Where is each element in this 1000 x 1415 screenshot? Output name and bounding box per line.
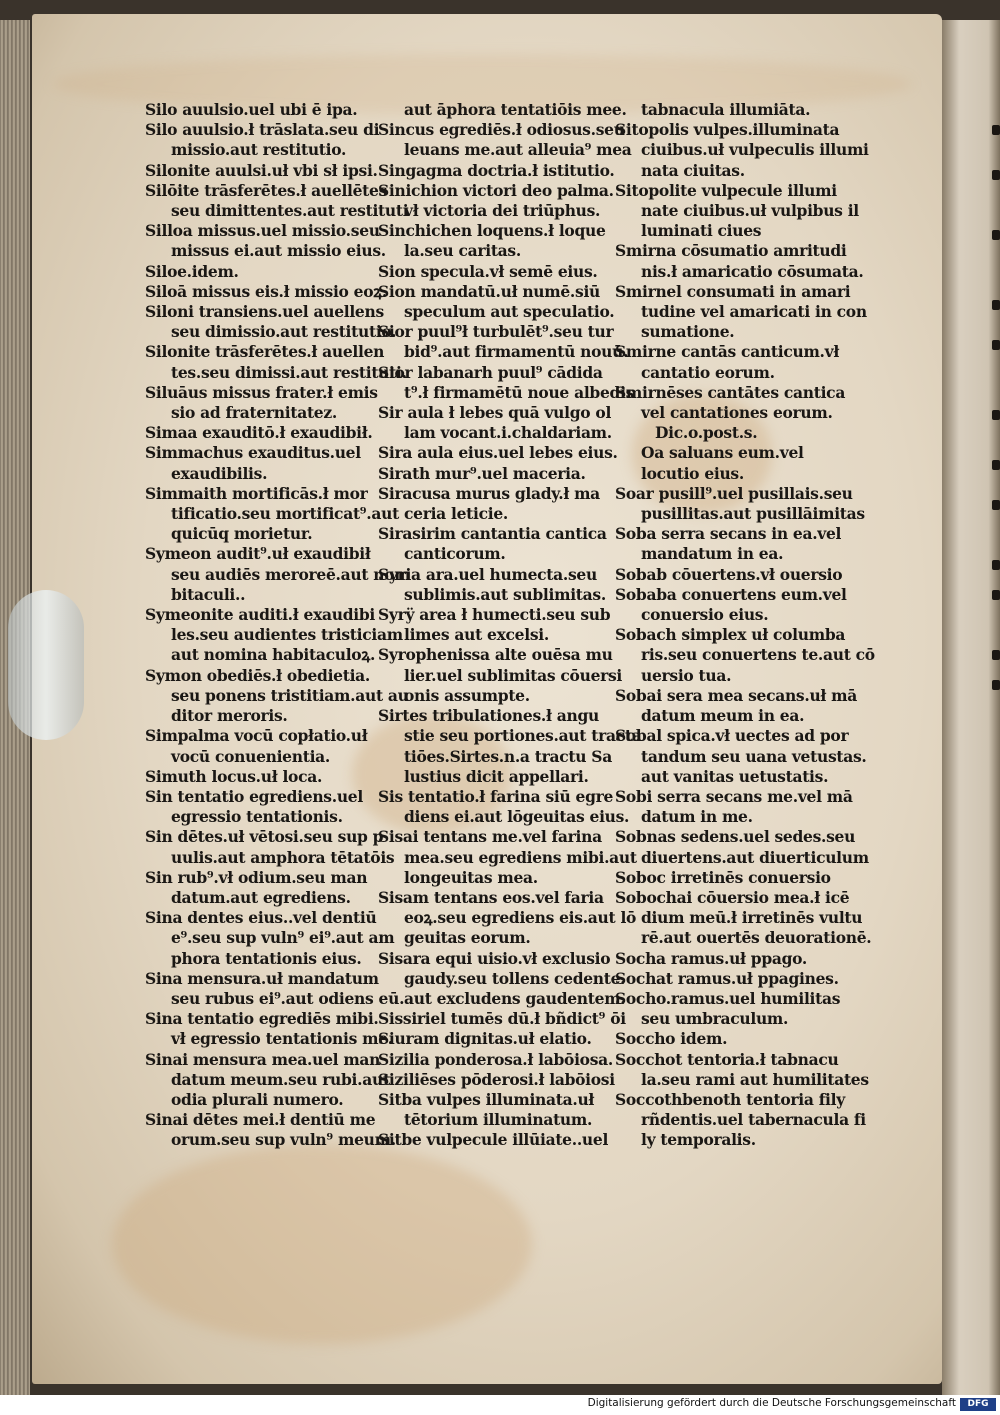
text-line: seu ponens tristitiam.aut au <box>171 685 409 705</box>
text-line: limes aut excelsi. <box>404 625 549 645</box>
text-line: phora tentationis eius. <box>171 948 362 968</box>
text-line: Silonite auulsi.uł vbi sł ipsi. <box>145 160 378 180</box>
text-line: nate ciuibus.uł vulpibus il <box>641 201 859 221</box>
text-line: ly temporalis. <box>641 1130 756 1150</box>
text-line: dium meū.ł irretinēs vultu <box>641 908 863 928</box>
text-line: pusillitas.aut pusillāimitas <box>641 504 865 524</box>
text-line: Sobach simplex uł columba <box>615 625 846 645</box>
text-line: Sin rub⁹.vł odium.seu man <box>145 867 368 887</box>
text-line: Sis tentatio.ł farina siū egre <box>378 786 614 806</box>
text-line: Sissiriel tumēs dū.ł bñdict⁹ ōi <box>378 1009 626 1029</box>
text-line: mea.seu egrediens mibi.aut <box>404 847 637 867</box>
text-line: uulis.aut amphora tētatōis <box>171 847 395 867</box>
text-line: diuertens.aut diuerticulum <box>641 847 869 867</box>
text-line: speculum aut speculatio. <box>404 302 615 322</box>
text-line: Sitba vulpes illuminata.uł <box>378 1089 595 1109</box>
text-line: geuitas eorum. <box>404 928 531 948</box>
text-column-middle <box>378 100 641 1151</box>
text-line: Symeon audit⁹.uł exaudibił <box>145 544 371 564</box>
text-line: gaudy.seu tollens cedente. <box>404 968 626 988</box>
text-line: cantatio eorum. <box>641 362 775 382</box>
text-line: Soboc irretinēs conuersio <box>615 867 831 887</box>
text-line: leuans me.aut alleuia⁹ mea <box>404 140 632 160</box>
text-line: lier.uel sublimitas cōuersi <box>404 665 623 685</box>
text-line: Sisai tentans me.vel farina <box>378 827 602 847</box>
funding-notice: Digitalisierung gefördert durch die Deutsche Forschungsgemeinschaft <box>587 1397 956 1409</box>
text-line: seu dimittentes.aut restituti <box>171 201 409 221</box>
text-line: onis assumpte. <box>404 685 530 705</box>
text-line: Sirtes tribulationes.ł angu <box>378 706 599 726</box>
text-line: locutio eius. <box>641 463 744 483</box>
text-line: Sitopolis vulpes.illuminata <box>615 120 840 140</box>
text-line: Sinai mensura mea.uel man <box>145 1049 381 1069</box>
text-line: t⁹.ł firmamētū noue albedis <box>404 382 635 402</box>
text-line: tiōes.Sirtes.n.a tractu Sa <box>404 746 612 766</box>
text-line: Sir aula ł lebes quā vulgo ol <box>378 403 612 423</box>
text-line: seu dimissio.aut restitutio. <box>171 322 397 342</box>
text-line: missio.aut restitutio. <box>171 140 347 160</box>
text-line: Sinai dētes mei.ł dentiū me <box>145 1110 376 1130</box>
text-line: lustius dicit appellari. <box>404 766 589 786</box>
text-line: Sobab cōuertens.vł ouersio <box>615 564 843 584</box>
text-line: Sobnas sedens.uel sedes.seu <box>615 827 856 847</box>
text-line: Socchot tentoria.ł tabnacu <box>615 1049 839 1069</box>
text-line: Sinichion victori deo palma. <box>378 180 614 200</box>
text-line: Oa saluans eum.vel <box>641 443 804 463</box>
text-line: Silōite trāsferētes.ł auellētes <box>145 180 388 200</box>
text-line: Silonite trāsferētes.ł auellen <box>145 342 385 362</box>
text-line: diens ei.aut lōgeuitas eius. <box>404 807 630 827</box>
text-line: Silo auulsio.ł trāslata.seu di <box>145 120 380 140</box>
water-stain <box>112 1144 532 1344</box>
text-line: conuersio eius. <box>641 605 769 625</box>
text-line: Sin dētes.uł vētosi.seu sup p <box>145 827 384 847</box>
text-line: la.seu rami aut humilitates <box>641 1069 869 1089</box>
text-line: bitaculi.. <box>171 584 246 604</box>
text-line: Sina mensura.uł mandatum <box>145 968 379 988</box>
text-line: Sina dentes eius..vel dentiū <box>145 908 377 928</box>
text-line: Sinchichen loquens.ł loque <box>378 221 606 241</box>
text-line: stie seu portiones.aut tracta <box>404 726 642 746</box>
text-line: e⁹.seu sup vuln⁹ ei⁹.aut am <box>171 928 395 948</box>
text-line: Simmachus exauditus.uel <box>145 443 361 463</box>
text-line: Socho.ramus.uel humilitas <box>615 988 841 1008</box>
text-line: Syrÿ area ł humecti.seu sub <box>378 605 611 625</box>
text-line: luminati ciues <box>641 221 762 241</box>
text-line: rñdentis.uel tabernacula fi <box>641 1110 866 1130</box>
text-line: Siuram dignitas.uł elatio. <box>378 1029 592 1049</box>
text-line: Silo auulsio.uel ubi ē ipa. <box>145 100 358 119</box>
footer-bar <box>0 1395 1000 1415</box>
text-line: Sizilia ponderosa.ł labōiosa. <box>378 1049 613 1069</box>
text-line: Symon obediēs.ł obedietia. <box>145 665 371 685</box>
text-line: Soar pusill⁹.uel pusillais.seu <box>615 483 853 503</box>
text-line: Sirasirim cantantia cantica <box>378 524 607 544</box>
text-line: vel cantationes eorum. <box>641 403 833 423</box>
text-line: ditor meroris. <box>171 706 288 726</box>
text-line: Simmaith mortificās.ł mor <box>145 483 368 503</box>
text-line: ris.seu conuertens te.aut cō <box>641 645 875 665</box>
text-line: Smirnēses cantātes cantica <box>615 382 846 402</box>
text-line: Sobochai cōuersio mea.ł icē <box>615 887 850 907</box>
text-line: datum meum in ea. <box>641 706 805 726</box>
text-line: Sobi serra secans me.vel mā <box>615 786 853 806</box>
text-line: aut vanitas uetustatis. <box>641 766 829 786</box>
text-line: Sion mandatū.uł numē.siū <box>378 281 601 301</box>
text-line: aut āphora tentatiōis mee. <box>404 100 627 119</box>
text-line: datum in me. <box>641 807 753 827</box>
text-line: Smirne cantās canticum.vł <box>615 342 840 362</box>
text-line: datum meum.seu rubi.aut <box>171 1069 390 1089</box>
text-line: Sisam tentans eos.vel faria <box>378 887 604 907</box>
text-line: tandum seu uana vetustas. <box>641 746 867 766</box>
text-line: canticorum. <box>404 544 506 564</box>
page-clip <box>8 590 84 740</box>
text-line: sumatione. <box>641 322 735 342</box>
text-line: Smirna cōsumatio amritudi <box>615 241 847 261</box>
text-line: aut nomina habitaculoꝝ. <box>171 645 376 665</box>
text-line: Dic.o.post.s. <box>655 423 758 443</box>
text-line: lam vocant.i.chaldariam. <box>404 423 612 443</box>
text-line: Simaa exauditō.ł exaudibił. <box>145 423 373 443</box>
text-line: Smirnel consumati in amari <box>615 281 851 301</box>
text-line: Syria ara.uel humecta.seu <box>378 564 597 584</box>
text-line: Sobal spica.vł uectes ad por <box>615 726 849 746</box>
text-line: sio ad fraternitatez. <box>171 403 337 423</box>
facing-page-edge <box>942 20 1000 1395</box>
text-line: vł victoria dei triūphus. <box>404 201 601 221</box>
text-column-left <box>145 100 410 1151</box>
text-line: Sochat ramus.uł ppagines. <box>615 968 839 988</box>
text-line: tes.seu dimissi.aut restituti. <box>171 362 407 382</box>
text-line: nis.ł amaricatio cōsumata. <box>641 261 864 281</box>
text-line: bid⁹.aut firmamentū nouū. <box>404 342 629 362</box>
text-line: ceria leticie. <box>404 504 508 524</box>
text-line: Sincus egrediēs.ł odiosus.seu <box>378 120 625 140</box>
text-line: Sitopolite vulpecule illumi <box>615 180 837 200</box>
text-line: Silloa missus.uel missio.seu <box>145 221 380 241</box>
text-line: longeuitas mea. <box>404 867 538 887</box>
text-line: Soba serra secans in ea.vel <box>615 524 842 544</box>
text-line: egressio tentationis. <box>171 807 343 827</box>
text-line: Siluāus missus frater.ł emis <box>145 382 378 402</box>
text-line: exaudibilis. <box>171 463 268 483</box>
text-line: Siloni transiens.uel auellens <box>145 302 384 322</box>
text-line: Singagma doctria.ł istitutio. <box>378 160 615 180</box>
text-line: la.seu caritas. <box>404 241 521 261</box>
text-line: vł egressio tentationis me. <box>171 1029 393 1049</box>
text-line: Siziliēses pōderosi.ł labōiosi <box>378 1069 615 1089</box>
text-line: orum.seu sup vuln⁹ meum. <box>171 1130 396 1150</box>
text-line: Symeonite auditi.ł exaudibi <box>145 605 375 625</box>
text-column-right <box>615 100 875 1151</box>
text-line: aut excludens gaudentem. <box>404 988 626 1008</box>
text-line: quicūq morietur. <box>171 524 313 544</box>
text-line: Socha ramus.uł ppago. <box>615 948 808 968</box>
text-line: Soccho idem. <box>615 1029 728 1049</box>
text-line: Sina tentatio egrediēs mibi. <box>145 1009 379 1029</box>
text-line: Sirath mur⁹.uel maceria. <box>378 463 586 483</box>
text-line: Sin tentatio egrediens.uel <box>145 786 363 806</box>
text-line: nata ciuitas. <box>641 160 745 180</box>
text-line: sublimis.aut sublimitas. <box>404 584 606 604</box>
text-line: seu rubus ei⁹.aut odiens eū. <box>171 988 405 1008</box>
text-line: rē.aut ouertēs deuorationē. <box>641 928 872 948</box>
text-line: uersio tua. <box>641 665 732 685</box>
text-line: odia plurali numero. <box>171 1089 344 1109</box>
text-line: tētorium illuminatum. <box>404 1110 593 1130</box>
text-line: Sior labanarh puul⁹ cādida <box>378 362 603 382</box>
text-line: Sion specula.vł semē eius. <box>378 261 598 281</box>
text-line: Siloā missus eis.ł missio eoꝝ. <box>145 281 388 301</box>
text-line: Sobaba conuertens eum.vel <box>615 584 847 604</box>
text-line: Sior puul⁹ł turbulēt⁹.seu tur <box>378 322 614 342</box>
text-line: Sitbe vulpecule illūiate..uel <box>378 1130 609 1150</box>
text-line: seu audiēs meroreē.aut nom <box>171 564 411 584</box>
text-line: Simpalma vocū copłatio.uł <box>145 726 368 746</box>
text-line: ciuibus.uł vulpeculis illumi <box>641 140 869 160</box>
text-line: Siracusa murus glady.ł ma <box>378 483 600 503</box>
text-line: Soccothbenoth tentoria fily <box>615 1089 845 1109</box>
text-line: les.seu audientes tristiciam <box>171 625 403 645</box>
text-line: Sobai sera mea secans.uł mā <box>615 685 858 705</box>
text-line: Syrophenissa alte ouēsa mu <box>378 645 613 665</box>
text-line: seu umbraculum. <box>641 1009 789 1029</box>
text-line: tabnacula illumiāta. <box>641 100 811 119</box>
text-line: vocū conuenientia. <box>171 746 331 766</box>
text-line: eoꝝ.seu egrediens eis.aut lō <box>404 908 637 928</box>
text-line: mandatum in ea. <box>641 544 784 564</box>
text-line: missus ei.aut missio eius. <box>171 241 386 261</box>
text-line: Sira aula eius.uel lebes eius. <box>378 443 618 463</box>
text-line: Sisara equi uisio.vł exclusio <box>378 948 611 968</box>
text-line: tificatio.seu mortificat⁹.aut <box>171 504 399 524</box>
text-line: Simuth locus.uł loca. <box>145 766 323 786</box>
text-line: tudine vel amaricati in con <box>641 302 867 322</box>
dfg-logo: DFG <box>960 1398 996 1411</box>
text-line: datum.aut egrediens. <box>171 887 351 907</box>
text-line: Siloe.idem. <box>145 261 239 281</box>
